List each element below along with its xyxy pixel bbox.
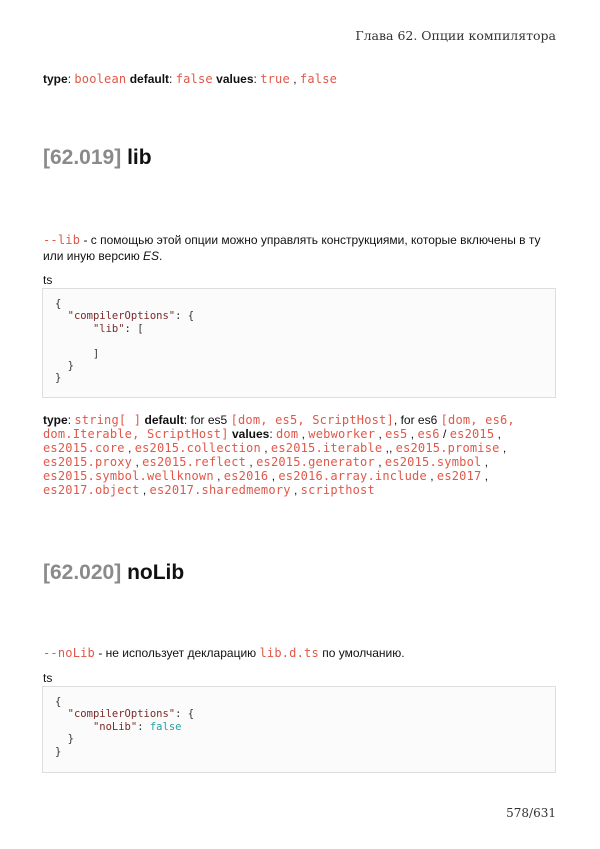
top-meta-line: type: boolean default: false values: true , false [43, 72, 338, 86]
section-heading-lib [43, 146, 152, 170]
value-item: es2016.array.include [278, 469, 427, 483]
value-item: es2015.generator [256, 455, 375, 469]
lib-meta: type: string[ ] default: for es5 [dom, es5, ScriptHost], for es6 [dom, es6, dom.Iterable, ScriptHost] values: dom , webworker , es5 , es6 / es2015 , es2015.core , es2015.collection , es2015.iterable ,, es2015.promise , es2015.proxy , es2015.reflect , es2015.generator , es2015.symbol , es2015.symbol.wellknown , es2016 , es2016.array.include , es2017 , es2017.object , es2017.sharedmemory , scripthost [43, 413, 515, 497]
type-value: boolean [74, 72, 127, 86]
type-label: type [43, 72, 68, 86]
code-block-nolib [42, 686, 556, 773]
value-item: es2015.iterable [270, 441, 383, 455]
code-key: "lib" [92, 322, 125, 335]
chapter-title: Глава 62. Опции компилятора [355, 28, 556, 43]
lib-description [43, 232, 558, 264]
value-item: es6 [417, 427, 440, 441]
desc-text: - с помощью этой опции можно управлять конструкциями, которые включены в ту или иную версию [43, 233, 541, 263]
desc-end: . [159, 249, 163, 263]
default-for-es6: , for es6 [393, 413, 441, 427]
code-lang-label: ts [43, 671, 53, 685]
nolib-description [43, 645, 558, 661]
value-item: es2017.object [43, 483, 140, 497]
value-item: es2015.collection [134, 441, 261, 455]
flag-code: --lib [43, 233, 81, 247]
code-key: "compilerOptions" [67, 310, 176, 323]
values-label: values [231, 427, 270, 441]
code-value: false [149, 720, 182, 733]
values-label: values [216, 72, 254, 86]
default-value: false [175, 72, 213, 86]
default-label: default [129, 72, 170, 86]
value-item: es2015.reflect [142, 455, 247, 469]
value-item: false [299, 72, 338, 86]
value-item: es2015.symbol.wellknown [43, 469, 214, 483]
code-content: { "compilerOptions": { "lib": [ ] } } [55, 298, 195, 385]
desc-text: - не использует декларацию [94, 646, 260, 660]
type-value: string[ ] [74, 413, 142, 427]
default-label: default [144, 413, 184, 427]
code-key: "compilerOptions" [67, 708, 176, 721]
value-item: webworker [308, 427, 376, 441]
section-heading-nolib [43, 561, 184, 585]
value-item: es2015.symbol [384, 455, 482, 469]
value-item: dom [276, 427, 299, 441]
code-content: { "compilerOptions": { "noLib": false } } [55, 696, 195, 758]
value-item: es2016 [223, 469, 269, 483]
code-lang-label: ts [43, 273, 53, 287]
section-number: [62.019] [43, 146, 122, 169]
value-item: es5 [385, 427, 408, 441]
type-label: type [43, 413, 68, 427]
value-item: scripthost [300, 483, 375, 497]
value-item: es2015 [449, 427, 495, 441]
section-number: [62.020] [43, 561, 122, 584]
value-item: true [260, 72, 290, 86]
code-block-lib [42, 288, 556, 398]
desc-code: lib.d.ts [259, 646, 319, 660]
value-item: es2015.proxy [43, 455, 133, 469]
desc-text-end: по умолчанию. [318, 646, 405, 660]
code-key: "noLib" [92, 720, 138, 733]
default-es6-value: [dom, es6, dom.Iterable, ScriptHost] [43, 413, 515, 441]
value-item: es2017.sharedmemory [149, 483, 291, 497]
desc-es: ES [143, 249, 160, 263]
section-name: noLib [127, 561, 185, 584]
default-for-es5: : for es5 [183, 413, 231, 427]
value-item: es2015.promise [395, 441, 500, 455]
value-item: es2017 [436, 469, 482, 483]
section-name: lib [127, 146, 152, 169]
default-es5-value: [dom, es5, ScriptHost] [230, 413, 394, 427]
flag-code: --noLib [43, 646, 95, 660]
page-number: 578/631 [506, 806, 556, 820]
value-item: es2015.core [43, 441, 125, 455]
